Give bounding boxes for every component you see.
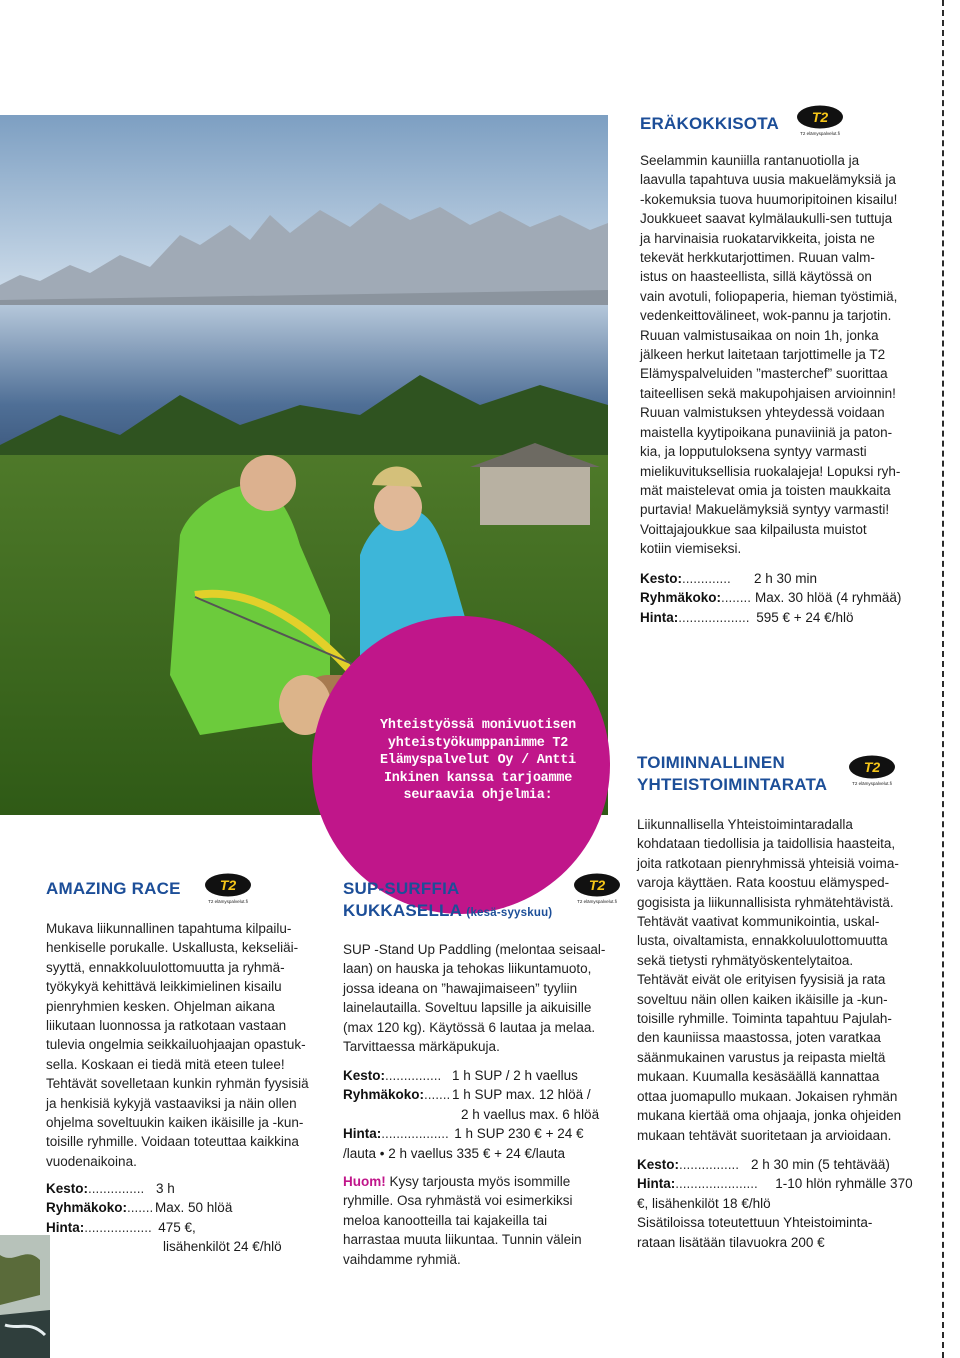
kesto-label: Kesto: — [46, 1181, 89, 1196]
intro-line: yhteistyökumppanimme T2 — [387, 735, 569, 751]
paragraph-line: säänmukainen varustus ja reipasta mieltä — [637, 1049, 886, 1065]
svg-text:T2: T2 — [811, 109, 829, 125]
paragraph-line: sekä tietysti ryhmätyöskentelytaitoa. — [637, 952, 854, 968]
kesto-value: 2 h 30 min — [754, 571, 818, 586]
paragraph-line: vuodenaikoina. — [46, 1153, 137, 1169]
hinta-label: Hinta: — [343, 1126, 382, 1142]
paragraph-line: työkykyä kehittävä leikkimielinen kisailu — [46, 979, 282, 995]
paragraph-line: Voittajajoukkue saa kilpailusta muistot — [640, 521, 867, 537]
hinta-extra: €, lisähenkilöt 18 €/hlö — [637, 1195, 771, 1211]
sup-note — [343, 1172, 628, 1269]
paragraph-line: Tehtävät sovelletaan kunkin ryhmän fyysisiä — [46, 1076, 309, 1092]
paragraph-line: liikutaan luonnossa ja ratkotaan vastaan — [46, 1018, 287, 1034]
paragraph-line: tekevät herkkutarjottimen. Ruuan valm- — [640, 250, 875, 266]
paragraph-line: varoja käyttäen. Rata koostuu elämysped- — [637, 875, 890, 891]
toiminnallinen-title: TOIMINNALLINEN YHTEISTOIMINTARATA — [637, 753, 828, 794]
hinta-label: Hinta: — [640, 609, 679, 625]
erakokkisota-title: ERÄKOKKISOTA — [640, 114, 780, 133]
paragraph-line: soveltuu näin ollen kaiken ikäisille ja -kun- — [637, 991, 888, 1007]
svg-text:T2: T2 — [219, 877, 237, 893]
paragraph-line: tulevia ongelmia seikkailuohjaajan opastuk- — [46, 1037, 306, 1053]
paragraph-line: mielikuvituksellisia ruokalajeja! Lopuksi ryh- — [640, 463, 901, 479]
paragraph-line: joita ratkotaan pienryhmissä yhteisiä voima- — [637, 855, 899, 871]
svg-text:T2: T2 — [588, 877, 606, 893]
kesto-value: 1 h SUP / 2 h vaellus — [452, 1068, 578, 1083]
photo-river-fragment — [0, 1235, 50, 1358]
paragraph-line: kotiin viemiseksi. — [640, 541, 742, 557]
kesto-value: 3 h — [156, 1181, 175, 1196]
paragraph-line: lainelautailla. Soveltuu lapsille ja aikuisille — [343, 1000, 592, 1016]
paragraph-line: Seelammin kauniilla rantanuotiolla ja — [640, 153, 860, 168]
intro-line: Inkinen kanssa tarjoamme — [383, 770, 573, 786]
sup-title: SUP-SURFFIA KUKKASELLA (kesä-syyskuu) — [343, 879, 553, 920]
t2-logo-icon — [848, 754, 894, 784]
intro-line: Yhteistyössä monivuotisen — [380, 718, 576, 733]
paragraph-line: purtavia! Makuelämyksiä syntyy varmasti! — [640, 502, 890, 518]
svg-text:T2 elämyspalvelut.fi: T2 elämyspalvelut.fi — [852, 781, 892, 786]
paragraph-line: mukana kiertää oma ohjaaja, jonka ohjeiden — [637, 1108, 902, 1124]
paragraph-line: henkiselle porukalle. Uskallusta, kekseliäi- — [46, 940, 299, 956]
paragraph-line: Liikunnallisella Yhteistoimintaradalla — [637, 817, 853, 832]
paragraph-line: Mukava liikunnallinen tapahtuma kilpailu- — [46, 921, 292, 936]
ryhmakoko-label: Ryhmäkoko: — [46, 1200, 128, 1216]
ryhmakoko-label: Ryhmäkoko: — [343, 1087, 425, 1103]
t2-logo-icon — [796, 104, 842, 134]
paragraph-line: Tehtävät vaativat kommunikointia, uskal- — [637, 914, 880, 930]
paragraph-line: (max 120 kg). Käytössä 6 lautaa ja melaa. — [343, 1019, 596, 1035]
sup-body — [343, 940, 618, 1056]
amazing-race-body — [46, 919, 331, 1171]
toiminnallinen-info: Kesto: ................ 2 h 30 min (5 tehtävää) Hinta: ...................... 1-10 hlön ryhmälle 370 €, lisähenkilöt 18 €/hlö Sisätiloissa toteutettuun Yhteistoiminta- rataan lisätään tilavuokra 200 € — [637, 1155, 932, 1252]
intro-line: seuraavia ohjelmia: — [403, 788, 553, 803]
paragraph-line: jälkeen herkut laitetaan tarjottimelle ja T2 — [640, 347, 886, 363]
sup-info: Kesto: ............... 1 h SUP / 2 h vaellus Ryhmäkoko: ....... 1 h SUP max. 12 hlöä / 2 h vaellus max. 6 hlöä Hinta: .................. 1 h SUP 230 € + 24 € /lauta • 2 h vaellus 335 € + 24 €/lauta — [343, 1066, 628, 1163]
ryhmakoko-value: Max. 50 hlöä — [155, 1200, 233, 1216]
paragraph-line: vedenkeittovälineet, wok-pannu ja tarjotin. — [640, 308, 892, 324]
ryhmakoko-label: Ryhmäkoko: — [640, 590, 722, 606]
paragraph-line: vain avotuli, foliopaperia, hieman työstimiä, — [640, 288, 898, 304]
paragraph-line: Elämyspalveluiden ”masterchef” suorittaa — [640, 366, 888, 382]
t2-logo-icon — [204, 872, 250, 902]
extra-note-1: Sisätiloissa toteutettuun Yhteistoiminta- — [637, 1215, 873, 1231]
paragraph-line: mät maistelevat omia ja toisten maukkaita — [640, 482, 891, 498]
paragraph-line: Ruuan valmistuksen yhteydessä voidaan — [640, 405, 885, 421]
paragraph-line: Tarvittaessa märkäpukuja. — [343, 1039, 500, 1055]
paragraph-line: den kauniissa maastossa, joten varatkaa — [637, 1030, 881, 1046]
erakokkisota-body — [640, 151, 930, 559]
paragraph-line: meloa kanootteilla tai kajakeilla tai — [343, 1212, 548, 1228]
hinta-label: Hinta: — [637, 1176, 676, 1192]
paragraph-line: kia, ja lopputuloksena syntyy varmasti — [640, 444, 867, 460]
paragraph-line: harrastaa muuta liikuntaa. Tunnin välein — [343, 1232, 582, 1248]
svg-text:T2 elämyspalvelut.fi: T2 elämyspalvelut.fi — [577, 899, 617, 904]
kesto-label: Kesto: — [640, 571, 683, 586]
toiminnallinen-body — [637, 815, 932, 1145]
paragraph-line: syyttä, ennakkoluulottomuutta ja ryhmä- — [46, 959, 285, 975]
extra-note-2: rataan lisätään tilavuokra 200 € — [637, 1234, 825, 1250]
paragraph-line: ja henkisiä kykyjä vastaaviksi ja näin ollen — [46, 1095, 297, 1111]
paragraph-line: ottaa juomapullo mukaan. Jokaisen ryhmän — [637, 1088, 898, 1104]
paragraph-line: Tehtävät eivät ole erityisen fyysisiä ja rata — [637, 972, 886, 988]
hinta-extra: lisähenkilöt 24 €/hlö — [163, 1239, 282, 1255]
intro-text — [368, 717, 588, 805]
ryhmakoko-value: Max. 30 hlöä (4 ryhmää) — [755, 590, 902, 606]
paragraph-line: SUP -Stand Up Paddling (melontaa seisaal- — [343, 942, 606, 957]
intro-line: Elämyspalvelut Oy / Antti — [380, 753, 576, 768]
hinta-value: 475 €, — [158, 1219, 196, 1235]
paragraph-line: toisille ryhmille. Voidaan toteuttaa kaikkina — [46, 1134, 299, 1150]
paragraph-line: istus on haasteellista, sillä käytössä on — [640, 269, 872, 285]
sup-season: (kesä-syyskuu) — [466, 907, 553, 919]
paragraph-line: lusta, oivaltamista, ennakkoluulottomuutta — [637, 933, 888, 949]
paragraph-line: mukaan. Kuumalla kesäsäällä kannattaa — [637, 1069, 880, 1085]
paragraph-line: taiteellisen sekä makupohjaisen arvioinnin! — [640, 385, 896, 401]
paragraph-line: laavulla tapahtuva uusia makuelämyksiä ja — [640, 172, 896, 188]
paragraph-line: Ruuan valmistusaikaa on noin 1h, jonka — [640, 327, 879, 343]
hinta-value: 1 h SUP 230 € + 24 € — [454, 1126, 584, 1142]
paragraph-line: ohjelma soveltuukin kaiken ikäisille ja -kun- — [46, 1115, 304, 1131]
paragraph-line: toisille ryhmille. Toiminta tapahtuu Pajulah- — [637, 1011, 892, 1027]
paragraph-line: mukaan tehtävät suoritetaan ja arvioidaan. — [637, 1127, 892, 1143]
ryhmakoko-extra: 2 h vaellus max. 6 hlöä — [461, 1106, 600, 1122]
amazing-race-title: AMAZING RACE — [46, 879, 181, 898]
huom-line: Huom! Kysy tarjousta myös isommille — [343, 1174, 571, 1189]
paragraph-line: kohdataan tiedollisia ja taidollisia haasteita, — [637, 836, 896, 852]
svg-text:T2 elämyspalvelut.fi: T2 elämyspalvelut.fi — [800, 131, 840, 136]
hinta-extra: /lauta • 2 h vaellus 335 € + 24 €/lauta — [343, 1145, 566, 1161]
amazing-race-info: Kesto: ............... 3 h Ryhmäkoko: ....... Max. 50 hlöä Hinta: .................. 475 €, lisähenkilöt 24 €/hlö — [46, 1179, 282, 1257]
paragraph-line: vaihdamme ryhmiä. — [343, 1251, 461, 1267]
huom-label: Huom! — [343, 1174, 386, 1189]
paragraph-line: ryhmille. Osa ryhmästä voi esimerkiksi — [343, 1193, 573, 1209]
paragraph-line: ja harvinaisia ruokatarvikkeita, joista ne — [640, 230, 875, 246]
paragraph-line: -kokemuksia tuova huumoripitoinen kisailu! — [640, 191, 898, 207]
paragraph-line: maistella kyytipoikana punaviiniä ja paton- — [640, 424, 893, 440]
svg-text:T2 elämyspalvelut.fi: T2 elämyspalvelut.fi — [208, 899, 248, 904]
kesto-label: Kesto: — [637, 1157, 680, 1172]
kesto-label: Kesto: — [343, 1068, 386, 1083]
t2-logo-icon — [573, 872, 619, 902]
svg-text:T2: T2 — [863, 759, 881, 775]
paragraph-line: gogisista ja liikunnallisista ryhmätehtävistä. — [637, 894, 894, 910]
paragraph-line: jossa ideana on ”hawajimaiseen” tyyliin — [343, 980, 578, 996]
paragraph-line: sella. Koskaan ei tiedä mitä eteen tulee! — [46, 1056, 285, 1072]
hinta-label: Hinta: — [46, 1219, 85, 1235]
hinta-value: 595 € + 24 €/hlö — [756, 609, 854, 625]
paragraph-line: Joukkueet saavat kylmälaukulli-sen tuttuja — [640, 211, 893, 227]
hinta-value: 1-10 hlön ryhmälle 370 — [775, 1176, 913, 1192]
kesto-value: 2 h 30 min (5 tehtävää) — [751, 1157, 890, 1172]
cut-line — [942, 0, 944, 1358]
erakokkisota-info: Kesto: ............. 2 h 30 min Ryhmäkoko: ........ Max. 30 hlöä (4 ryhmää) Hinta: ................... 595 € + 24 €/hlö — [640, 569, 901, 627]
paragraph-line: pienryhmien kesken. Ohjelman aikana — [46, 998, 275, 1014]
ryhmakoko-value: 1 h SUP max. 12 hlöä / — [452, 1087, 591, 1103]
paragraph-line: laan) on hauska ja tehokas liikuntamuoto, — [343, 961, 592, 977]
